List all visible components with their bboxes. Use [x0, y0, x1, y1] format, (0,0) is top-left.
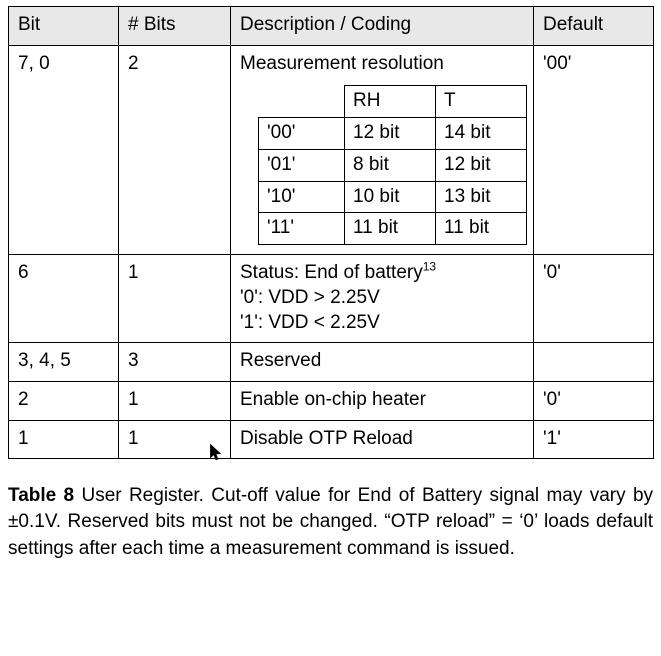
inner-row — [259, 181, 527, 213]
status-zero-line: '0': VDD > 2.25V — [240, 286, 380, 308]
table-header-row — [9, 7, 654, 46]
inner-code: '10' — [259, 181, 345, 213]
row-bit: 1 — [9, 420, 119, 459]
inner-code: '01' — [259, 149, 345, 181]
row-default: '0' — [534, 255, 654, 343]
status-text: Status: End of battery — [240, 262, 423, 284]
resolution-label: Measurement resolution — [240, 52, 444, 74]
inner-header-row — [259, 86, 527, 118]
header-num-bits: # Bits — [119, 7, 231, 46]
caption-text: User Register. Cut-off value for End of Battery signal may vary by ±0.1V. Reserved bits must not be changed. “OTP reload” = ‘0’ loads default settings after each time a measurement command is issued. — [8, 485, 654, 559]
inner-header-blank — [259, 86, 345, 118]
table-row — [9, 255, 654, 343]
row-num-bits: 1 — [119, 420, 231, 459]
row-num-bits: 3 — [119, 343, 231, 382]
inner-header-rh: RH — [345, 86, 436, 118]
row-default: '00' — [534, 45, 654, 254]
row-description — [231, 255, 534, 343]
inner-rh: 8 bit — [345, 149, 436, 181]
footnote-marker: 13 — [422, 259, 437, 274]
inner-row — [259, 118, 527, 150]
row-description: Disable OTP Reload — [231, 420, 534, 459]
inner-header-t: T — [436, 86, 527, 118]
row-bit: 7, 0 — [9, 45, 119, 254]
header-bit: Bit — [9, 7, 119, 46]
inner-t: 12 bit — [436, 149, 527, 181]
row-default — [534, 343, 654, 382]
table-row — [9, 343, 654, 382]
user-register-table — [8, 6, 654, 459]
header-description-coding: Description / Coding — [231, 7, 534, 46]
resolution-coding-table — [258, 85, 527, 245]
inner-t: 11 bit — [436, 213, 527, 245]
inner-rh: 10 bit — [345, 181, 436, 213]
inner-rh: 11 bit — [345, 213, 436, 245]
row-num-bits: 1 — [119, 255, 231, 343]
table-caption — [8, 483, 653, 562]
row-bit: 3, 4, 5 — [9, 343, 119, 382]
inner-rh: 12 bit — [345, 118, 436, 150]
inner-code: '00' — [259, 118, 345, 150]
row-description: Enable on-chip heater — [231, 381, 534, 420]
row-num-bits: 1 — [119, 381, 231, 420]
header-default: Default — [534, 7, 654, 46]
row-description — [231, 45, 534, 254]
status-one-line: '1': VDD < 2.25V — [240, 311, 380, 333]
row-bit: 6 — [9, 255, 119, 343]
caption-label: Table 8 — [8, 485, 75, 507]
inner-t: 13 bit — [436, 181, 527, 213]
row-default: '1' — [534, 420, 654, 459]
table-row — [9, 381, 654, 420]
row-bit: 2 — [9, 381, 119, 420]
row-default: '0' — [534, 381, 654, 420]
inner-row — [259, 213, 527, 245]
status-line — [240, 261, 524, 286]
table-row — [9, 45, 654, 254]
row-num-bits: 2 — [119, 45, 231, 254]
inner-row — [259, 149, 527, 181]
inner-t: 14 bit — [436, 118, 527, 150]
inner-code: '11' — [259, 213, 345, 245]
table-row — [9, 420, 654, 459]
row-description: Reserved — [231, 343, 534, 382]
